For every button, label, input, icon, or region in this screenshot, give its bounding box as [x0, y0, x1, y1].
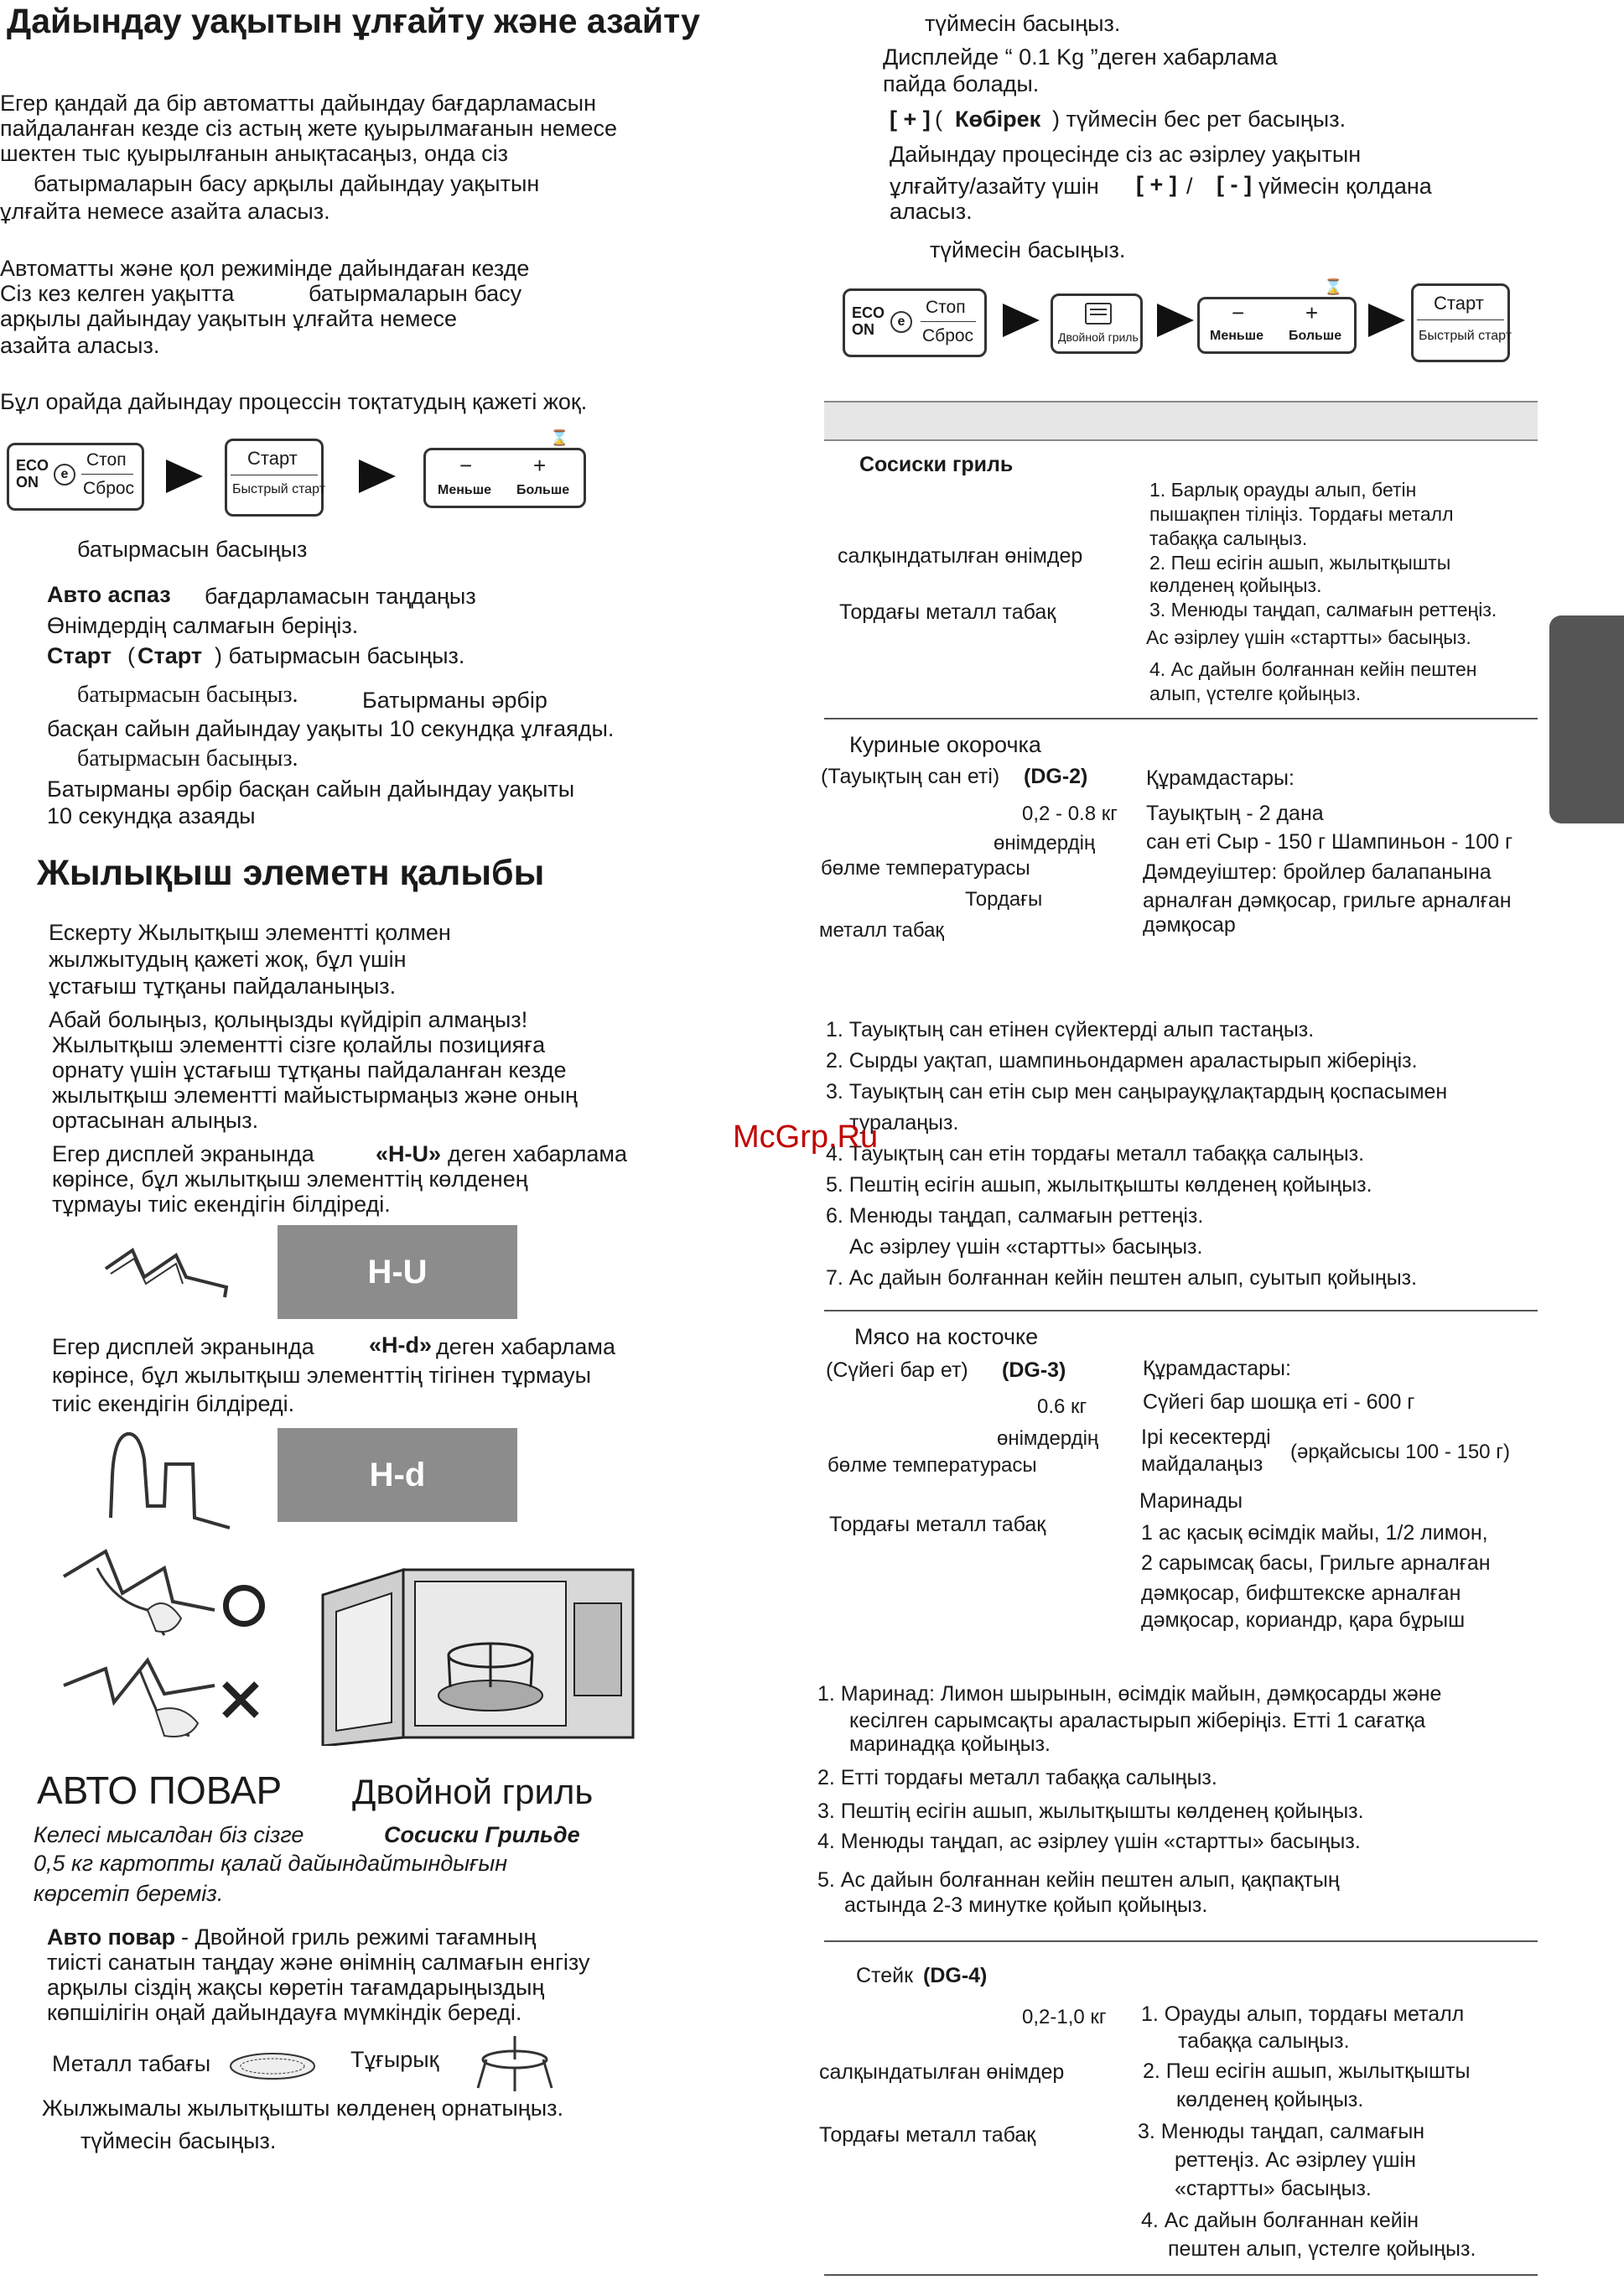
note-line: көрінсе, бұл жылытқыш элементтің тігінен тұрмауы [52, 1363, 592, 1388]
less-more-buttons[interactable] [423, 448, 586, 508]
plus-icon: + [533, 453, 547, 478]
para-line: пайдаланған кезде сіз астың жете қуырылмағанын немесе [0, 116, 617, 141]
recipe-step: пышақпен тіліңіз. Тордағы металл [1149, 503, 1454, 525]
less-label: Меньше [1210, 329, 1263, 343]
para-line: ұлғайта немесе азайта аласыз. [0, 199, 330, 224]
recipe-step: алып, үстелге қойыңыз. [1149, 683, 1362, 704]
stop-label: Стоп [926, 298, 966, 317]
recipe-weight: 0,2-1,0 кг [1022, 2006, 1107, 2028]
arrow-right-icon [1157, 304, 1194, 337]
example-line: Келесі мысалдан біз сізге [34, 1822, 304, 1847]
recipe-weight: 0,2 - 0.8 кг [1022, 802, 1118, 825]
stop-label: Стоп [86, 450, 127, 470]
recipe-step: 6. Менюды таңдап, салмағын реттеңіз. [826, 1204, 1204, 1228]
start-button[interactable] [225, 439, 324, 517]
step-line-bold: Старт [137, 643, 203, 668]
para-line: азайта аласыз. [0, 333, 160, 358]
instruction-line-bold: Көбірек [955, 106, 1041, 132]
step-line: батырмасын басыңыз. [77, 682, 298, 708]
instruction-line-bold: [ + ] [1136, 172, 1177, 197]
minus-icon: − [459, 453, 473, 478]
note-line: Егер дисплей экранында [52, 1334, 314, 1359]
step-line: басқан сайын дайындау уақыты 10 секундқа ұлғаяды. [47, 716, 615, 741]
timer-icon: ⌛ [1324, 278, 1343, 295]
timer-icon: ⌛ [550, 429, 569, 446]
recipe-step: туралаңыз. [849, 1111, 959, 1135]
section-subtitle-double-grill: Двойной гриль [352, 1772, 594, 1811]
instruction-line: ұлғайту/азайту үшін [890, 174, 1099, 199]
rack-label: Тұғырық [350, 2047, 439, 2072]
reset-label: Сброс [83, 479, 135, 498]
instruction-line: Жылжымалы жылытқышты көлденең орнатыңыз. [42, 2096, 563, 2121]
recipe-label: салқындатылған өнімдер [819, 2060, 1065, 2084]
recipe-step: пештен алып, үстелге қойыңыз. [1168, 2237, 1476, 2261]
recipe-step: 4. Тауықтың сан етін тордағы металл табаққа салыңыз. [826, 1142, 1365, 1166]
recipe-step: кесілген сарымсақты араластырып жіберіңіз. Етті 1 сағатқа [849, 1709, 1426, 1732]
ingredients-line: Сүйегі бар шошқа еті - 600 г [1143, 1390, 1415, 1414]
instruction-line: аласыз. [890, 199, 973, 224]
instruction-line: ) түймесін бес рет басыңыз. [1052, 106, 1346, 132]
note-line: тиіс екендігін білдіреді. [52, 1391, 295, 1416]
para-line: батырмаларын басу [309, 281, 522, 306]
quick-start-label: Быстрый старт [232, 482, 326, 496]
example-line: 0,5 кг картопты қалай дайындайтындығын [34, 1851, 508, 1876]
recipe-step: астында 2-3 минутке қойып қойыңыз. [844, 1893, 1208, 1917]
recipe-label: өнімдердің [994, 832, 1096, 854]
para-line: Бұл орайда дайындау процессін тоқтатудың қажеті жоқ. [0, 389, 588, 414]
recipe-step: 5. Ас дайын болғаннан кейін пештен алып, қақпақтың [817, 1868, 1340, 1892]
instruction-line: / [1186, 174, 1193, 199]
less-more-buttons[interactable] [1197, 297, 1357, 354]
instruction-line: үймесін қолдана [1258, 174, 1432, 199]
plus-icon: + [1305, 300, 1319, 325]
ingredients-line: (әрқайсысы 100 - 150 г) [1290, 1441, 1510, 1463]
recipe-step: 1. Барлық орауды алып, бетін [1149, 479, 1417, 501]
ingredients-line: дәмқосар, кориандр, қара бұрыш [1141, 1608, 1466, 1632]
recipe-step: табаққа салыңыз. [1149, 527, 1308, 549]
step-line: Өнімдердің салмағын беріңіз. [47, 613, 359, 638]
divider [824, 1940, 1538, 1942]
eco-stop-button[interactable] [7, 443, 144, 511]
note-line: деген хабарлама [448, 1141, 627, 1166]
wrong-cross-icon [220, 1679, 262, 1721]
para-line: арқылы дайындау уақытын ұлғайта немесе [0, 306, 457, 331]
rack-icon [475, 2034, 555, 2093]
arrow-right-icon [166, 460, 203, 493]
divider [824, 1310, 1538, 1311]
double-grill-button[interactable] [1051, 293, 1143, 354]
recipe-step: көлденең қойыңыз. [1176, 2088, 1364, 2111]
recipe-tray-label: Тордағы металл табақ [839, 600, 1056, 624]
note-line: Жылытқыш элементті сізге қолайлы позицияға [52, 1032, 546, 1057]
note-line: ұстағыш тұтқаны пайдаланыңыз. [49, 974, 397, 999]
recipe-weight: 0.6 кг [1037, 1395, 1087, 1418]
more-label: Больше [516, 483, 570, 497]
recipe-step: Ас әзірлеу үшін «стартты» басыңыз. [1146, 626, 1471, 648]
section-title-cooking-time: Дайындау уақытын ұлғайту және азайту [7, 2, 700, 40]
on-label: ON [16, 474, 39, 491]
note-line: жылытқыш элементті майыстырмаңыз және оның [52, 1083, 578, 1108]
recipe-code: (DG-2) [1024, 765, 1088, 788]
recipe-subtitle: (Сүйегі бар ет) [826, 1358, 968, 1382]
note-line-bold: «H-U» [376, 1141, 442, 1166]
instruction-line-bold: [ - ] [1217, 172, 1252, 197]
recipe-code: (DG-4) [923, 1964, 988, 1987]
heater-horizontal-icon [99, 1244, 233, 1311]
metal-tray-icon [228, 2051, 317, 2081]
recipe-weight-label: салқындатылған өнімдер [838, 544, 1083, 568]
instruction-line: түймесін басыңыз. [80, 2128, 277, 2153]
divider [81, 474, 133, 475]
on-label: ON [852, 321, 874, 338]
note-line: орнату үшін ұстағыш тұтқаны пайдаланған кезде [52, 1057, 567, 1083]
note-line: деген хабарлама [436, 1334, 615, 1359]
recipe-label: металл табақ [819, 919, 944, 942]
para-line: Сіз кез келген уақытта [0, 281, 235, 306]
recipe-step: 4. Ас дайын болғаннан кейін [1141, 2209, 1419, 2232]
divider [921, 321, 976, 322]
note-line: Абай болыңыз, қолыңызды күйдіріп алмаңыз! [49, 1007, 528, 1032]
ingredients-line: арналған дәмқосар, грильге арналған [1143, 889, 1512, 912]
recipe-step: 1. Орауды алып, тордағы металл [1141, 2002, 1465, 2026]
para-line: Егер қандай да бір автоматты дайындау бағдарламасын [0, 91, 596, 116]
note-line: Ескерту Жылытқыш элементті қолмен [49, 920, 451, 945]
step-line: Батырманы әрбір басқан сайын дайындау уақыты [47, 776, 575, 802]
note-line: ортасынан алыңыз. [52, 1108, 259, 1133]
eco-leaf-icon: e [54, 464, 75, 486]
tray-label: Металл табағы [52, 2051, 211, 2076]
grill-icon [1085, 303, 1112, 325]
quick-start-label: Быстрый старт [1419, 329, 1512, 343]
recipe-step: маринадқа қойыңыз. [849, 1732, 1051, 1756]
recipe-label: бөлме температурасы [821, 857, 1030, 880]
ingredients-line: Тауықтың - 2 дана [1146, 802, 1324, 825]
recipe-step: 2. Сырды уақтап, шампиньондармен араластырып жіберіңіз. [826, 1049, 1418, 1072]
section-title-auto-cook: АВТО ПОВАР [37, 1768, 283, 1812]
recipe-step: реттеңіз. Ас әзірлеу үшін [1175, 2148, 1416, 2172]
recipe-step: 5. Пештің есігін ашып, жылытқышты көлденең қойыңыз. [826, 1173, 1372, 1197]
less-label: Меньше [438, 483, 491, 497]
recipe-subtitle: (Тауықтың сан еті) [821, 765, 1000, 788]
correct-circle-icon [223, 1585, 265, 1627]
display-hd: H-d [278, 1428, 517, 1522]
auto-cook-line: арқылы сіздің жақсы көретін тағамдарыңыздың [47, 1975, 545, 2000]
recipe-title: Стейк [856, 1964, 914, 1987]
recipe-label: өнімдердің [997, 1427, 1099, 1450]
ingredients-line: Маринады [1139, 1489, 1243, 1513]
recipe-step: 4. Ас дайын болғаннан кейін пештен [1149, 658, 1477, 680]
recipe-label: Тордағы металл табақ [819, 2123, 1036, 2147]
arrow-right-icon [1368, 304, 1405, 337]
recipe-label: Тордағы металл табақ [829, 1513, 1046, 1536]
eco-label: ECO [852, 304, 885, 321]
instruction-line: түймесін басыңыз. [930, 237, 1126, 262]
ingredients-line: 1 ас қасық өсімдік майы, 1/2 лимон, [1141, 1521, 1488, 1545]
note-line: көрінсе, бұл жылытқыш элементтің көлденең [52, 1166, 528, 1192]
step-line: батырмасын басыңыз [77, 537, 308, 562]
arrow-right-icon [359, 460, 396, 493]
step-line-bold: Старт [47, 643, 112, 668]
recipe-label: бөлме температурасы [828, 1454, 1037, 1477]
ingredients-line: Құрамдастары: [1146, 766, 1295, 790]
ingredients-line: дәмқосар, бифштекске арналған [1141, 1581, 1461, 1605]
recipe-step: 4. Менюды таңдап, ас әзірлеу үшін «стартты» басыңыз. [817, 1830, 1361, 1853]
instruction-line: Дайындау процесінде сіз ас әзірлеу уақытын [890, 142, 1362, 167]
para-line: Автоматты және қол режимінде дайындаған кезде [0, 256, 530, 281]
divider [824, 718, 1538, 719]
instruction-line: ( [935, 106, 942, 132]
auto-cook-line: тиісті санатын таңдау және өнімнің салмағын енгізу [47, 1950, 590, 1975]
ingredients-line: майдалаңыз [1141, 1452, 1263, 1476]
recipe-step: Ас әзірлеу үшін «стартты» басыңыз. [849, 1235, 1203, 1259]
recipe-step: 2. Пеш есігін ашып, жылытқышты [1149, 552, 1451, 574]
recipe-step: 3. Менюды таңдап, салмағын реттеңіз. [1149, 599, 1497, 621]
start-button[interactable] [1411, 283, 1510, 362]
ingredients-line: Құрамдастары: [1143, 1357, 1291, 1380]
ingredients-line: Ірі кесектерді [1141, 1426, 1271, 1449]
note-line: Егер дисплей экранында [52, 1141, 314, 1166]
more-label: Больше [1289, 329, 1342, 343]
note-line-bold: «H-d» [369, 1332, 433, 1358]
start-label: Старт [1434, 293, 1484, 314]
heater-vertical-icon [102, 1426, 236, 1535]
instruction-line-bold: [ + ] [890, 106, 931, 132]
recipe-step: 2. Етті тордағы металл табаққа салыңыз. [817, 1766, 1217, 1789]
recipe-step: 3. Тауықтың сан етін сыр мен саңырауқұлақтардың қоспасымен [826, 1080, 1448, 1104]
eco-label: ECO [16, 457, 49, 474]
recipe-step: 1. Маринад: Лимон шырынын, өсімдік майын, дәмқосарды және [817, 1682, 1442, 1706]
step-line: 10 секундқа азаяды [47, 803, 256, 828]
instruction-line: түймесін басыңыз. [925, 11, 1121, 36]
chapter-side-tab [1549, 615, 1624, 823]
ingredients-line: Дәмдеуіштер: бройлер балапанына [1143, 860, 1492, 884]
auto-cook-line: - Двойной гриль режимі тағамның [181, 1924, 537, 1950]
note-line: тұрмауы тиіс екендігін білдіреді. [52, 1192, 391, 1217]
ingredients-line: дәмқосар [1143, 913, 1236, 937]
ingredients-line: сан еті Сыр - 150 г Шампиньон - 100 г [1146, 830, 1513, 854]
step-line: ) батырмасын басыңыз. [215, 643, 465, 668]
double-grill-label: Двойной гриль [1058, 330, 1139, 344]
recipe-step: 3. Пештің есігін ашып, жылытқышты көлденең қойыңыз. [817, 1800, 1364, 1823]
table-header-bar [824, 401, 1538, 441]
step-line: Батырманы әрбір [362, 688, 547, 713]
recipe-step: 3. Менюды таңдап, салмағын [1138, 2120, 1425, 2143]
step-line: ( [127, 643, 135, 668]
step-line: батырмасын басыңыз. [77, 745, 298, 771]
note-line: жылжытудың қажеті жоқ, бұл үшін [49, 947, 407, 972]
recipe-title: Сосиски гриль [859, 453, 1014, 476]
start-label: Старт [247, 448, 298, 469]
para-line: шектен тыс қуырылғанын анықтасаңыз, онда сіз [0, 141, 509, 166]
arrow-right-icon [1003, 304, 1040, 337]
recipe-title: Мясо на косточке [854, 1324, 1039, 1349]
divider [1417, 319, 1504, 320]
recipe-step: 7. Ас дайын болғаннан кейін пештен алып, суытып қойыңыз. [826, 1266, 1418, 1290]
auto-cook-line: көпшілігін оңай дайындауға мүмкіндік береді. [47, 2000, 522, 2025]
example-line-bold: Сосиски Грильде [384, 1822, 580, 1847]
eco-leaf-icon: e [890, 311, 912, 333]
recipe-code: (DG-3) [1002, 1358, 1066, 1382]
recipe-step: «стартты» басыңыз. [1175, 2177, 1372, 2200]
recipe-label: Тордағы [965, 888, 1043, 911]
divider [824, 2274, 1538, 2276]
microwave-illustration [314, 1561, 641, 1746]
instruction-line: Дисплейде “ 0.1 Kg ”деген хабарлама [883, 44, 1278, 70]
instruction-line: пайда болады. [883, 71, 1040, 96]
recipe-step: 2. Пеш есігін ашып, жылытқышты [1143, 2059, 1471, 2083]
recipe-title: Куриные окорочка [849, 732, 1041, 757]
recipe-step: табаққа салыңыз. [1178, 2029, 1350, 2053]
reset-label: Сброс [922, 326, 974, 345]
recipe-step: 1. Тауықтың сан етінен сүйектерді алып тастаңыз. [826, 1018, 1315, 1041]
step-line-bold: Авто аспаз [47, 582, 171, 607]
display-hu: H-U [278, 1225, 517, 1319]
recipe-step: көлденең қойыңыз. [1149, 574, 1322, 596]
eco-stop-button[interactable] [843, 288, 987, 357]
para-line: батырмаларын басу арқылы дайындау уақытын [34, 171, 540, 196]
example-line: көрсетіп береміз. [34, 1881, 224, 1906]
step-line: бағдарламасын таңдаңыз [205, 584, 476, 609]
auto-cook-line-bold: Авто повар [47, 1924, 176, 1950]
ingredients-line: 2 сарымсақ басы, Грильге арналған [1141, 1551, 1491, 1575]
section-title-heater: Жылықыш элеметн қалыбы [37, 853, 545, 893]
minus-icon: − [1232, 300, 1245, 325]
watermark-text: McGrp.Ru [733, 1119, 879, 1155]
